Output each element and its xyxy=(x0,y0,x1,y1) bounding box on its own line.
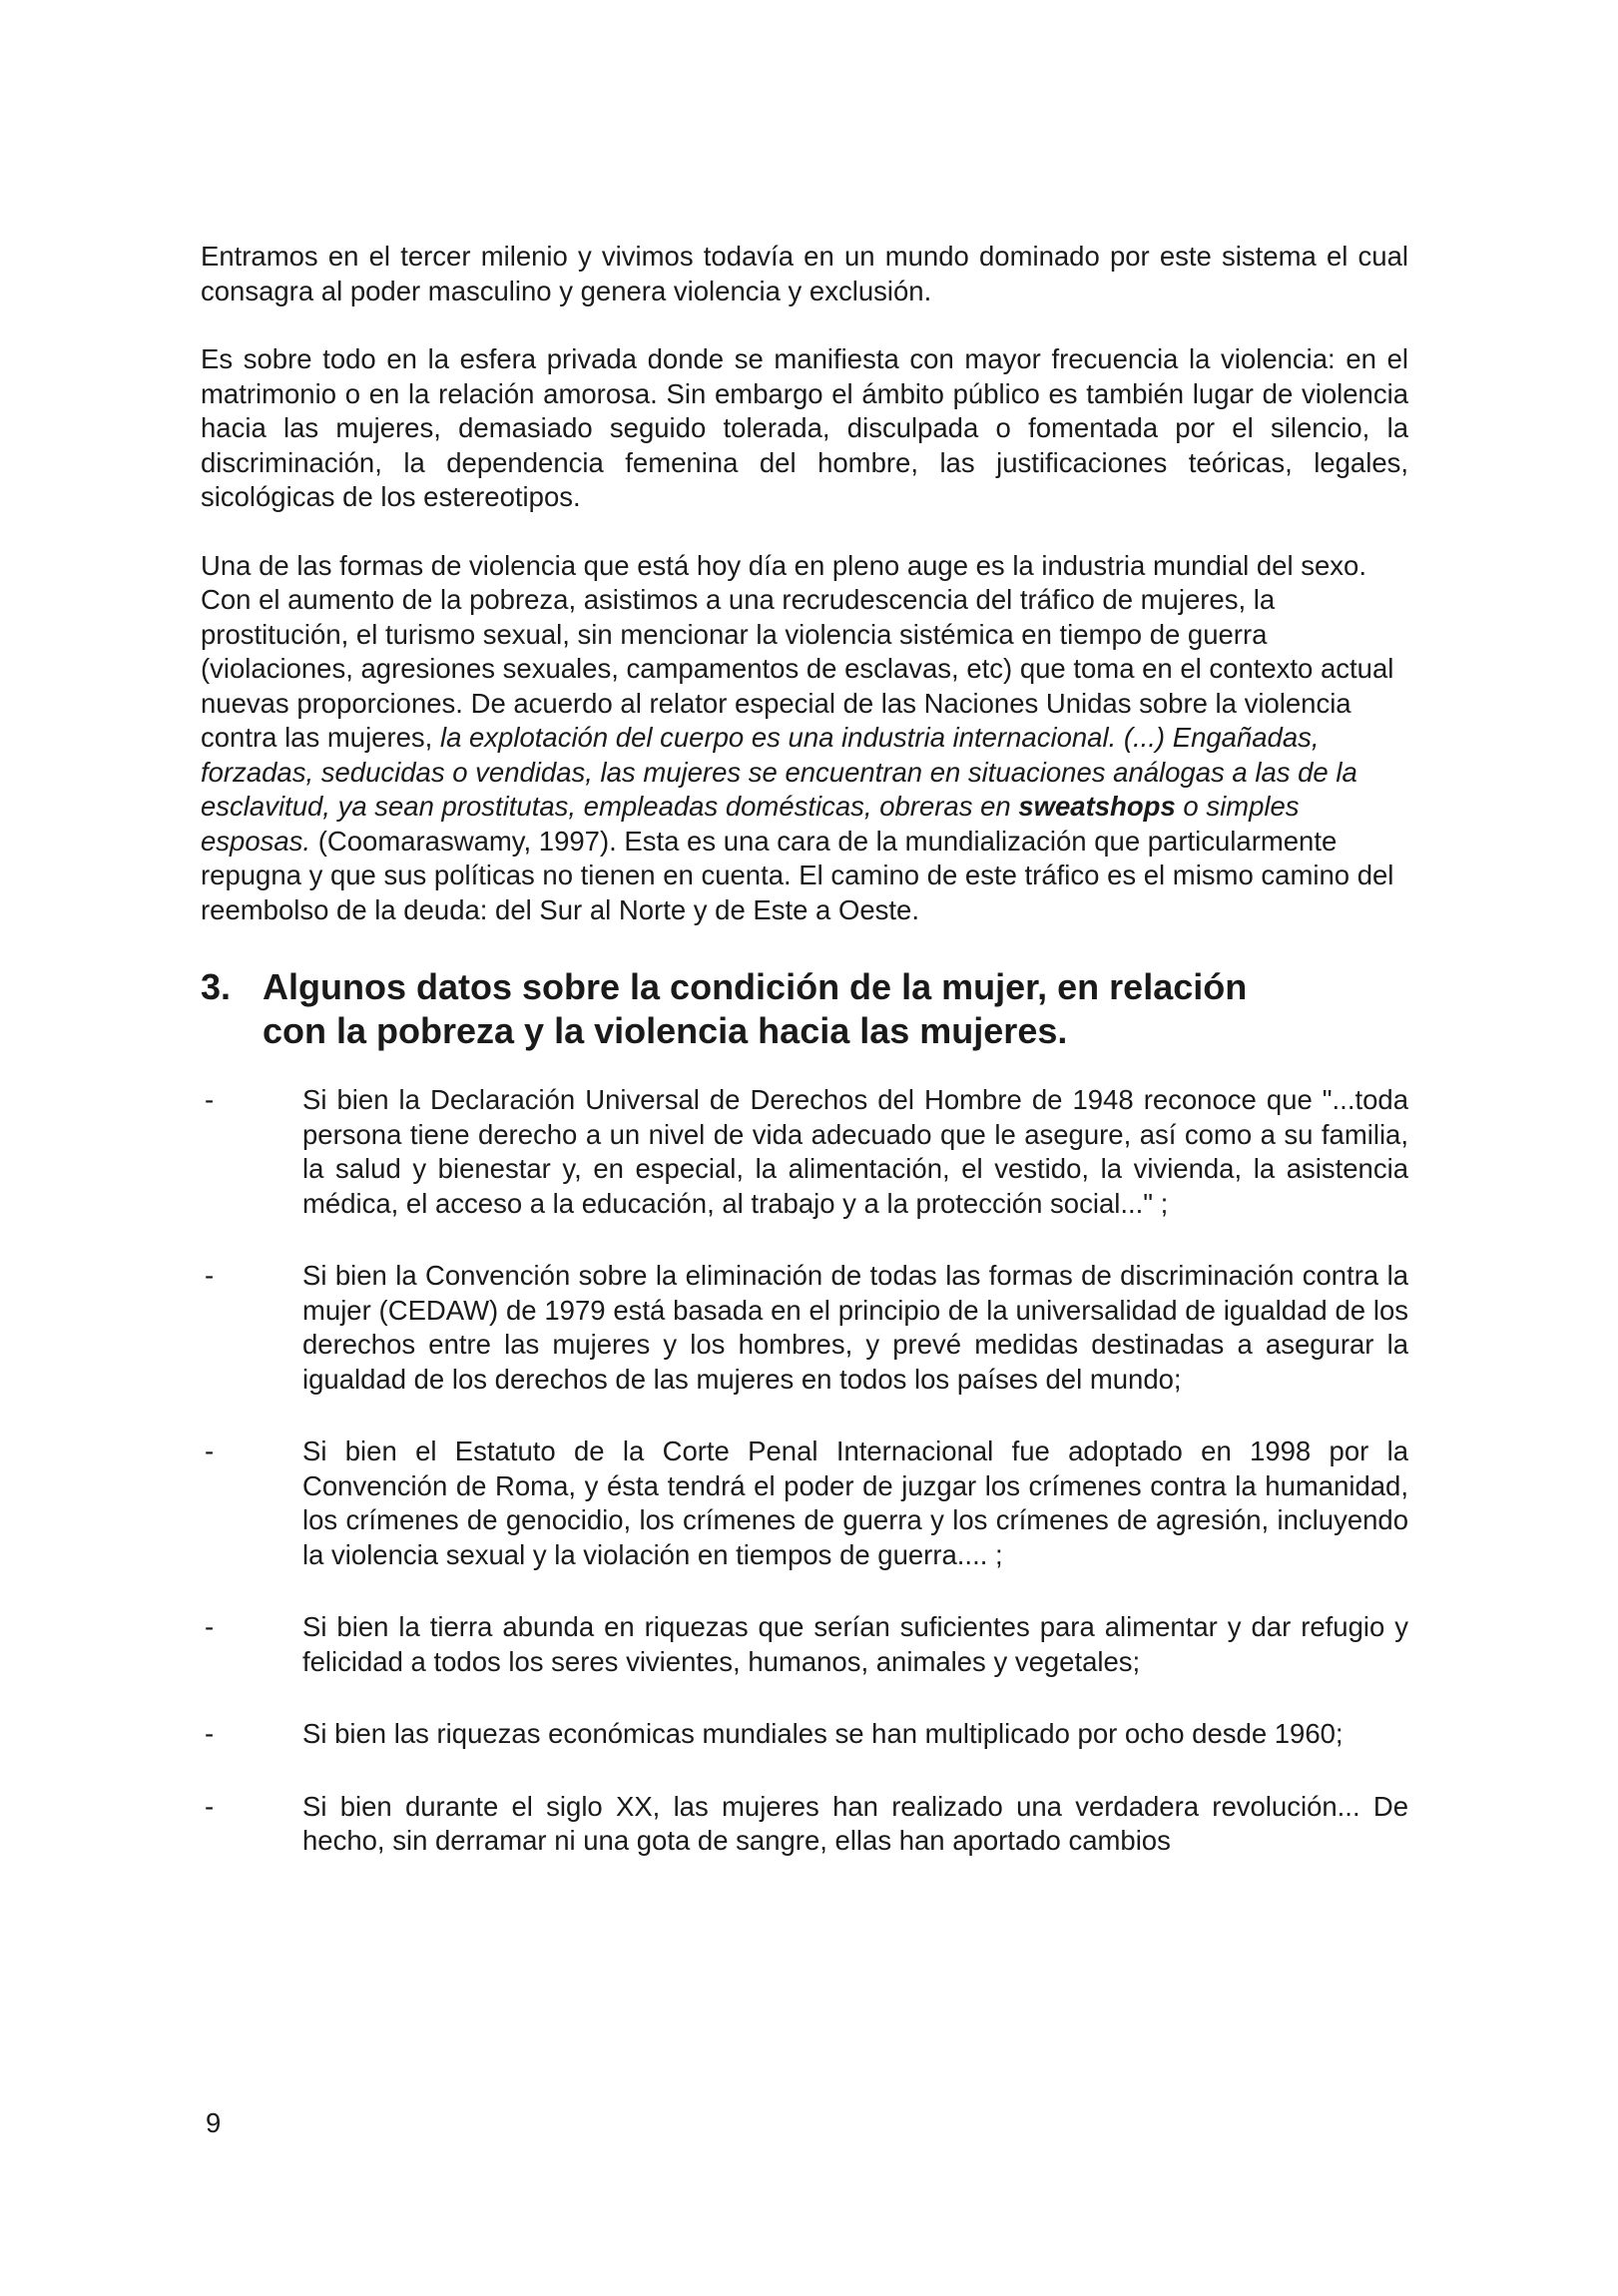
list-item-text: Si bien el Estatuto de la Corte Penal Internacional fue adoptado en 1998 por la Convención de Roma, y ésta tendrá el poder de juzgar los crímenes contra la humanidad, los crímenes de genocidio, los crímenes de guerra y los crímenes de agresión, incluyendo la violencia sexual y la violación en tiempos de guerra.... ; xyxy=(302,1435,1408,1570)
list-bullet: - xyxy=(205,1718,215,1749)
page-number: 9 xyxy=(206,2107,222,2138)
paragraph-1: Entramos en el tercer milenio y vivimos todavía en un mundo dominado por este sistema el cual consagra al poder masculino y genera violencia y exclusión. xyxy=(201,241,1408,306)
list-item-text: Si bien la Convención sobre la eliminación de todas las formas de discriminación contra la mujer (CEDAW) de 1979 está basada en el principio de la universalidad de igualdad de los derechos entre las mujeres y los hombres, y prevé medidas destinadas a asegurar la igualdad de los derechos de las mujeres en todos los países del mundo; xyxy=(302,1260,1408,1395)
list-item-text: Si bien la tierra abunda en riquezas que serían suficientes para alimentar y dar refugio y felicidad a todos los seres vivientes, humanos, animales y vegetales; xyxy=(302,1611,1408,1677)
paragraph-3-text-a: Una de las formas de violencia que está hoy día en pleno auge es la industria mundial del sexo. Con el aumento de la pobreza, asistimos a una recrudescencia del tráfico de mujeres, la prostitución, el turismo sexual, sin mencionar la violencia sistémica en tiempo de guerra (violaciones, agresiones sexuales, campamentos de esclavas, etc) que toma en el contexto actual nuevas proporciones. De acuerdo al relator especial de las Naciones Unidas sobre la violencia contra las mujeres, xyxy=(201,549,1394,753)
list-item xyxy=(201,1083,1408,1221)
paragraph-2: Es sobre todo en la esfera privada donde se manifiesta con mayor frecuencia la violencia: en el matrimonio o en la relación amorosa. Sin embargo el ámbito público es también lugar de violencia hacia las mujeres, demasiado seguido tolerada, disculpada o fomentada por el silencio, la discriminación, la dependencia femenina del hombre, las justificaciones teóricas, legales, sicológicas de los estereotipos. xyxy=(201,343,1408,512)
list-bullet: - xyxy=(205,1084,215,1115)
section-number: 3. xyxy=(201,966,232,1007)
page-content xyxy=(201,240,1408,1897)
paragraph-3-quote-b: o simples esposas. xyxy=(201,791,1300,857)
bullet-list xyxy=(201,1083,1408,1859)
list-item xyxy=(201,1435,1408,1572)
list-item-text: Si bien las riquezas económicas mundiales se han multiplicado por ocho desde 1960; xyxy=(302,1718,1344,1749)
list-item xyxy=(201,1717,1408,1752)
list-item xyxy=(201,1610,1408,1679)
paragraph-3-text-b: (Coomaraswamy, 1997). Esta es una cara de la mundialización que particularmente repugna y que sus políticas no tienen en cuenta. El camino de este tráfico es el mismo camino del reembolso de la deuda: del Sur al Norte y de Este a Oeste. xyxy=(201,825,1394,925)
list-bullet: - xyxy=(205,1790,215,1822)
list-bullet: - xyxy=(205,1260,215,1291)
section-heading xyxy=(201,965,1408,1053)
list-bullet: - xyxy=(205,1611,215,1642)
list-item-text: Si bien durante el siglo XX, las mujeres han realizado una verdadera revolución... De hecho, sin derramar ni una gota de sangre, ellas han aportado cambios xyxy=(302,1790,1408,1856)
paragraph-3-quote-emphasis: sweatshops xyxy=(1018,791,1176,822)
list-item xyxy=(201,1259,1408,1397)
paragraph-3 xyxy=(201,549,1408,928)
paragraph-3-quote-a: la explotación del cuerpo es una industria internacional. (...) Engañadas, forzadas, seducidas o vendidas, las mujeres se encuentran en situaciones análogas a las de la esclavitud, ya sean prostitutas, empleadas domésticas, obreras en xyxy=(201,722,1357,822)
list-item xyxy=(201,1790,1408,1859)
list-item-text: Si bien la Declaración Universal de Derechos del Hombre de 1948 reconoce que "...toda persona tiene derecho a un nivel de vida adecuado que le asegure, así como a su familia, la salud y bienestar y, en especial, la alimentación, el vestido, la vivienda, la asistencia médica, el acceso a la educación, al trabajo y a la protección social..." ; xyxy=(302,1084,1408,1219)
section-title: Algunos datos sobre la condición de la mujer, en relación con la pobreza y la violencia hacia las mujeres. xyxy=(263,966,1248,1051)
list-bullet: - xyxy=(205,1435,215,1466)
